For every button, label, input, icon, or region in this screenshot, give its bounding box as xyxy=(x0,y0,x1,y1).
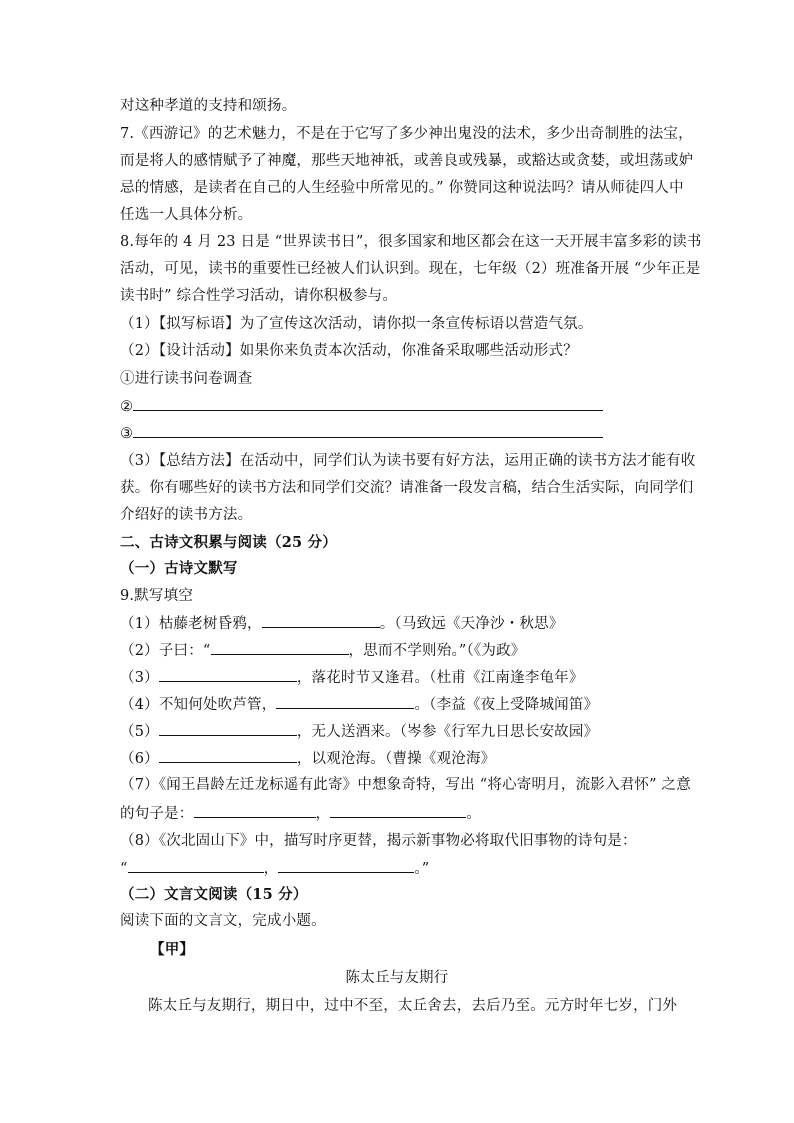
question-7: 7.《西游记》的艺术魅力，不是在于它写了多少神出鬼没的法术，多少出奇制胜的法宝， xyxy=(120,126,693,142)
answer-blank[interactable] xyxy=(330,803,466,818)
text-line: 读书时” 综合性学习活动，请你积极参与。 xyxy=(120,288,398,304)
fill-blank-1 xyxy=(120,613,564,634)
prompt-text: （4）不知何处吹芦管， xyxy=(120,697,277,713)
separator-text: ， xyxy=(315,806,331,822)
close-quote: 。” xyxy=(414,861,430,877)
source-text: ，以观沧海。（曹操《观沧海》 xyxy=(296,751,496,767)
item-marker: ③ xyxy=(120,426,134,442)
text-line: 获。你有哪些好的读书方法和同学们交流？请准备一段发言稿，结合生活实际，向同学们 xyxy=(120,480,694,496)
question-8: 8.每年的 4 月 23 日是 “世界读书日”，很多国家和地区都会在这一天开展丰富多彩的读书 xyxy=(120,234,702,250)
fill-blank-5 xyxy=(120,721,598,742)
text-line: 对这种孝道的支持和颂扬。 xyxy=(120,98,297,114)
source-text: ，落花时节又逢君。（杜甫《江南逢李龟年》 xyxy=(296,670,584,686)
prompt-text: （3） xyxy=(120,670,159,686)
fill-blank-7-answer xyxy=(120,803,481,824)
text-line: 任选一人具体分析。 xyxy=(120,207,253,223)
answer-blank[interactable] xyxy=(133,396,603,411)
instruction-text: 阅读下面的文言文，完成小题。 xyxy=(120,913,326,929)
separator-text: ， xyxy=(263,861,279,877)
answer-blank[interactable] xyxy=(276,694,414,709)
sub-question-1: （1）【拟写标语】为了宣传这次活动，请你拟一条宣传标语以营造气氛。 xyxy=(120,316,593,332)
open-quote: “ xyxy=(120,861,128,877)
answer-blank[interactable] xyxy=(211,640,349,655)
answer-blank[interactable] xyxy=(194,803,316,818)
answer-blank[interactable] xyxy=(128,858,264,873)
section-heading: 二、古诗文积累与阅读（25 分） xyxy=(120,534,337,551)
answer-blank[interactable] xyxy=(159,721,297,736)
source-text: ，思而不学则殆。”（《为政》 xyxy=(348,643,526,659)
prompt-text: （5） xyxy=(120,724,159,740)
passage-title: 陈太丘与友期行 xyxy=(345,970,449,986)
answer-blank[interactable] xyxy=(159,667,297,682)
answer-blank[interactable] xyxy=(262,613,380,628)
subsection-heading: （一）古诗文默写 xyxy=(120,560,238,577)
passage-label: 【甲】 xyxy=(150,941,195,958)
subsection-heading: （二）文言文阅读（15 分） xyxy=(120,886,308,903)
source-text: ，无人送酒来。（岑参《行军九日思长安故园》 xyxy=(296,724,599,740)
end-text: 。 xyxy=(466,806,481,822)
item-marker: ② xyxy=(120,399,134,415)
prompt-text: 的句子是： xyxy=(120,806,194,822)
fill-blank-6 xyxy=(120,748,495,769)
prompt-text: （2）子曰：“ xyxy=(120,643,211,659)
text-line: 介绍好的读书方法。 xyxy=(120,507,253,523)
fill-blank-4 xyxy=(120,694,598,715)
source-text: 。（李益《夜上受降城闻笛》 xyxy=(414,697,599,713)
fill-blank-2 xyxy=(120,640,526,661)
text-line: 忌的情感，是读者在自己的人生经验中所常见的。” 你赞同这种说法吗？请从师徒四人中 xyxy=(120,180,684,196)
sub-question-3: （3）【总结方法】在活动中，同学们认为读书要有好方法，运用正确的读书方法才能有收 xyxy=(120,453,696,469)
prompt-text: （1）枯藤老树昏鸦， xyxy=(120,616,262,632)
text-line: 活动，可见，读书的重要性已经被人们认识到。现在，七年级（2）班准备开展 “少年正是 xyxy=(120,261,701,277)
passage-text: 陈太丘与友期行，期日中，过中不至，太丘舍去，去后乃至。元方时年七岁，门外 xyxy=(148,998,678,1014)
activity-item-1: ①进行读书问卷调查 xyxy=(120,371,253,387)
activity-item-2 xyxy=(120,396,603,417)
fill-blank-3 xyxy=(120,667,584,688)
answer-blank[interactable] xyxy=(133,423,603,438)
prompt-text: （6） xyxy=(120,751,159,767)
answer-blank[interactable] xyxy=(159,748,297,763)
source-text: 。（马致远《天净沙・秋思》 xyxy=(379,616,564,632)
activity-item-3 xyxy=(120,423,603,444)
question-9: 9.默写填空 xyxy=(120,588,194,604)
fill-blank-8: （8）《次北固山下》中，描写时序更替，揭示新事物必将取代旧事物的诗句是： xyxy=(120,833,637,849)
sub-question-2: （2）【设计活动】如果你来负责本次活动，你准备采取哪些活动形式？ xyxy=(120,343,578,359)
fill-blank-7: （7）《闻王昌龄左迁龙标遥有此寄》中想象奇特，写出 “将心寄明月，流影入君怀” 之意 xyxy=(120,777,691,793)
text-line: 而是将人的感情赋予了神魔，那些天地神祇，或善良或残暴，或豁达或贪婪，或坦荡或妒 xyxy=(120,153,694,169)
answer-blank[interactable] xyxy=(278,858,414,873)
fill-blank-8-answer xyxy=(120,858,429,879)
